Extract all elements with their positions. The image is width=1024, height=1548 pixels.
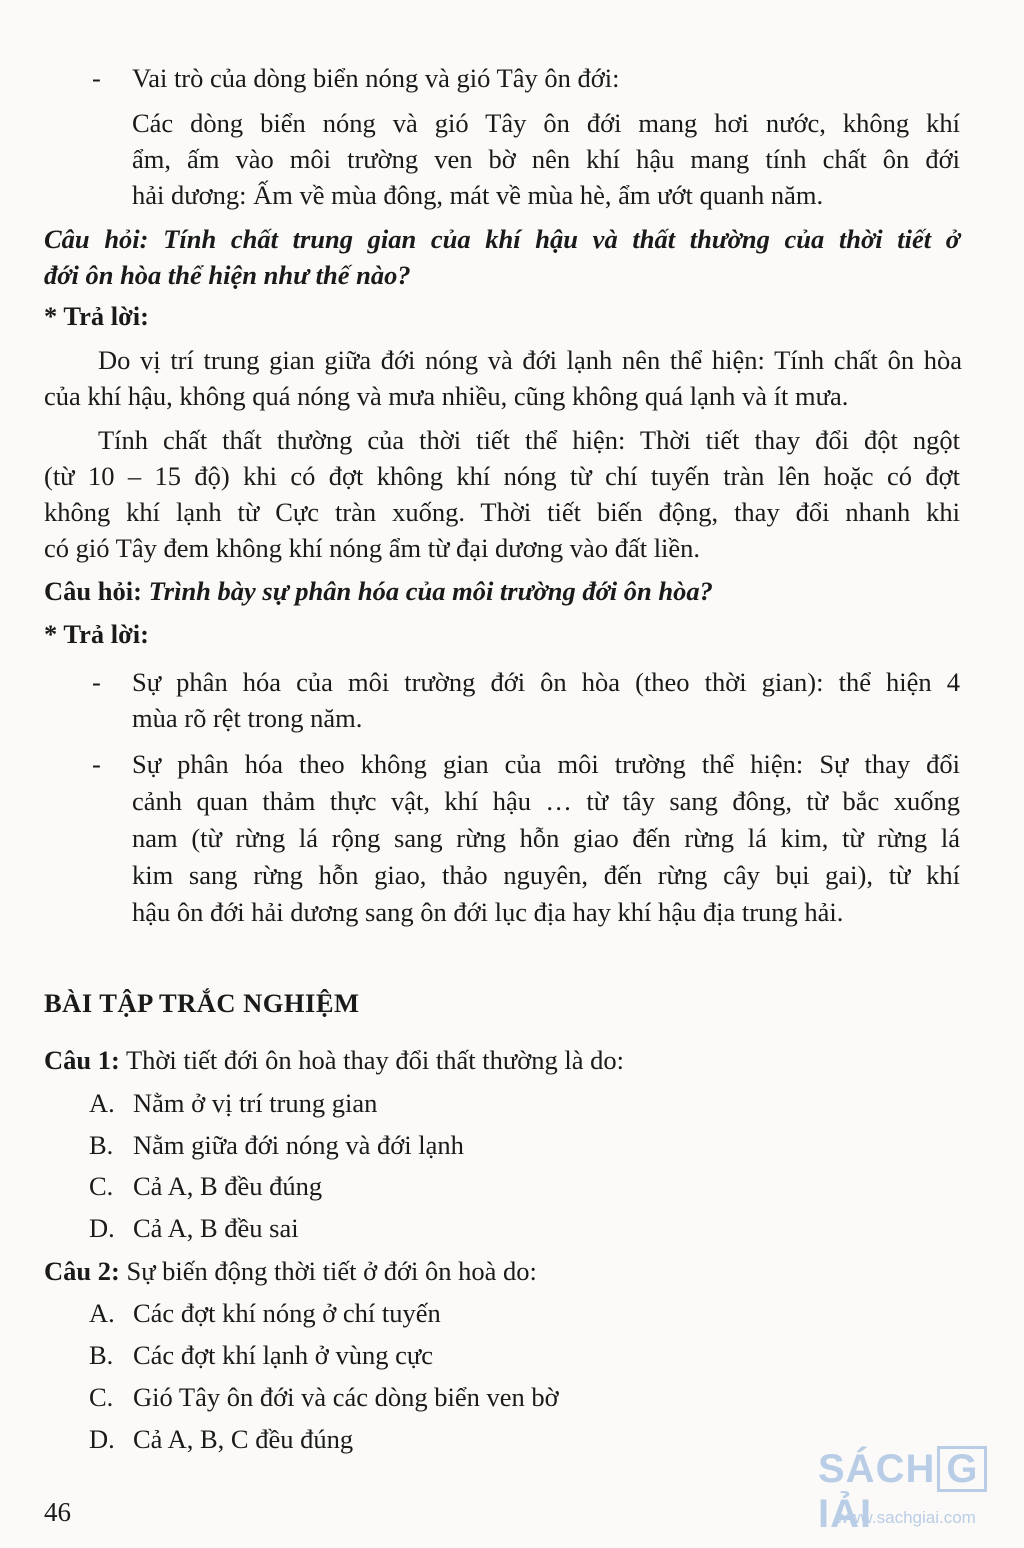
option-text: Cả A, B đều sai [133, 1213, 299, 1243]
bullet-line: hậu ôn đới hải dương sang ôn đới lục địa hay khí hậu địa trung hải. [132, 897, 844, 927]
option-letter: D. [89, 1424, 115, 1454]
option-letter: B. [89, 1340, 114, 1370]
quiz-option [89, 1379, 559, 1415]
answer-label: * Trả lời: [44, 301, 149, 331]
answer-line: (từ 10 – 15 độ) khi có đợt không khí nóng từ chí tuyến tràn lên hoặc có đợt [44, 461, 960, 491]
quiz-question-1 [44, 1042, 624, 1078]
bullet-line: cảnh quan thảm thực vật, khí hậu … từ tây sang đông, từ bắc xuống [132, 786, 960, 816]
option-letter: B. [89, 1130, 114, 1160]
bullet-line: Sự phân hóa theo không gian của môi trường thể hiện: Sự thay đổi [132, 749, 960, 779]
paragraph-line: hải dương: Ấm về mùa đông, mát về mùa hè, ẩm ướt quanh năm. [132, 180, 824, 210]
option-text: Cả A, B, C đều đúng [133, 1424, 354, 1454]
quiz-option [89, 1295, 441, 1331]
option-text: Cả A, B đều đúng [133, 1171, 323, 1201]
option-text: Nằm ở vị trí trung gian [133, 1088, 378, 1118]
option-letter: D. [89, 1213, 115, 1243]
question-label: Câu hỏi: [44, 224, 149, 254]
quiz-option [89, 1127, 464, 1163]
answer-line: có gió Tây đem không khí nóng ẩm từ đại dương vào đất liền. [44, 533, 701, 563]
quiz-question-label: Câu 2: [44, 1256, 120, 1286]
quiz-option [89, 1421, 353, 1457]
answer-line: của khí hậu, không quá nóng và mưa nhiều, cũng không quá lạnh và ít mưa. [44, 381, 849, 411]
option-text: Nằm giữa đới nóng và đới lạnh [133, 1130, 464, 1160]
question-text: đới ôn hòa thể hiện như thế nào? [44, 260, 411, 290]
watermark [818, 1446, 1018, 1536]
bullet-line: mùa rõ rệt trong năm. [132, 703, 363, 733]
option-letter: A. [89, 1298, 115, 1328]
quiz-question-label: Câu 1: [44, 1045, 120, 1075]
quiz-question-2 [44, 1253, 537, 1289]
quiz-question-text: Sự biến động thời tiết ở đới ôn hoà do: [126, 1256, 537, 1286]
quiz-option [89, 1210, 299, 1246]
bullet-dash: - [92, 63, 101, 93]
question-text: Trình bày sự phân hóa của môi trường đới ôn hòa? [148, 576, 713, 606]
answer-line: Do vị trí trung gian giữa đới nóng và đới lạnh nên thể hiện: Tính chất ôn hòa [98, 345, 962, 375]
option-letter: A. [89, 1088, 115, 1118]
bullet-line: nam (từ rừng lá rộng sang rừng hỗn giao đến rừng lá kim, từ rừng lá [132, 823, 960, 853]
watermark-url: www.sachgiai.com [836, 1508, 976, 1527]
section-heading: BÀI TẬP TRẮC NGHIỆM [44, 988, 360, 1018]
question-text: Tính chất trung gian của khí hậu và thất thường của thời tiết ở [163, 224, 961, 254]
quiz-option [89, 1085, 377, 1121]
option-letter: C. [89, 1382, 114, 1412]
quiz-question-text: Thời tiết đới ôn hoà thay đổi thất thường là do: [125, 1045, 624, 1075]
answer-line: không khí lạnh từ Cực tràn xuống. Thời tiết biến động, thay đổi nhanh khi [44, 497, 960, 527]
paragraph-line: ẩm, ấm vào môi trường ven bờ nên khí hậu mang tính chất ôn đới [132, 144, 960, 174]
quiz-option [89, 1168, 322, 1204]
quiz-option [89, 1337, 433, 1373]
bullet-line: kim sang rừng hỗn giao, thảo nguyên, đến rừng cây bụi gai), từ khí [132, 860, 960, 890]
watermark-logo: SÁCH GIẢI [818, 1446, 1018, 1537]
option-text: Gió Tây ôn đới và các dòng biển ven bờ [133, 1382, 559, 1412]
bullet-dash: - [92, 667, 101, 697]
question-2-line [44, 573, 713, 609]
page-number: 46 [44, 1497, 71, 1527]
bullet-dash: - [92, 749, 101, 779]
question-label: Câu hỏi: [44, 576, 142, 606]
answer-label: * Trả lời: [44, 619, 149, 649]
option-text: Các đợt khí nóng ở chí tuyến [133, 1298, 441, 1328]
bullet-title: Vai trò của dòng biển nóng và gió Tây ôn đới: [132, 63, 620, 93]
question-1-line [44, 221, 960, 257]
paragraph-line: Các dòng biển nóng và gió Tây ôn đới mang hơi nước, không khí [132, 108, 960, 138]
option-text: Các đợt khí lạnh ở vùng cực [133, 1340, 433, 1370]
option-letter: C. [89, 1171, 114, 1201]
answer-line: Tính chất thất thường của thời tiết thể hiện: Thời tiết thay đổi đột ngột [98, 425, 960, 455]
bullet-line: Sự phân hóa của môi trường đới ôn hòa (theo thời gian): thể hiện 4 [132, 667, 960, 697]
